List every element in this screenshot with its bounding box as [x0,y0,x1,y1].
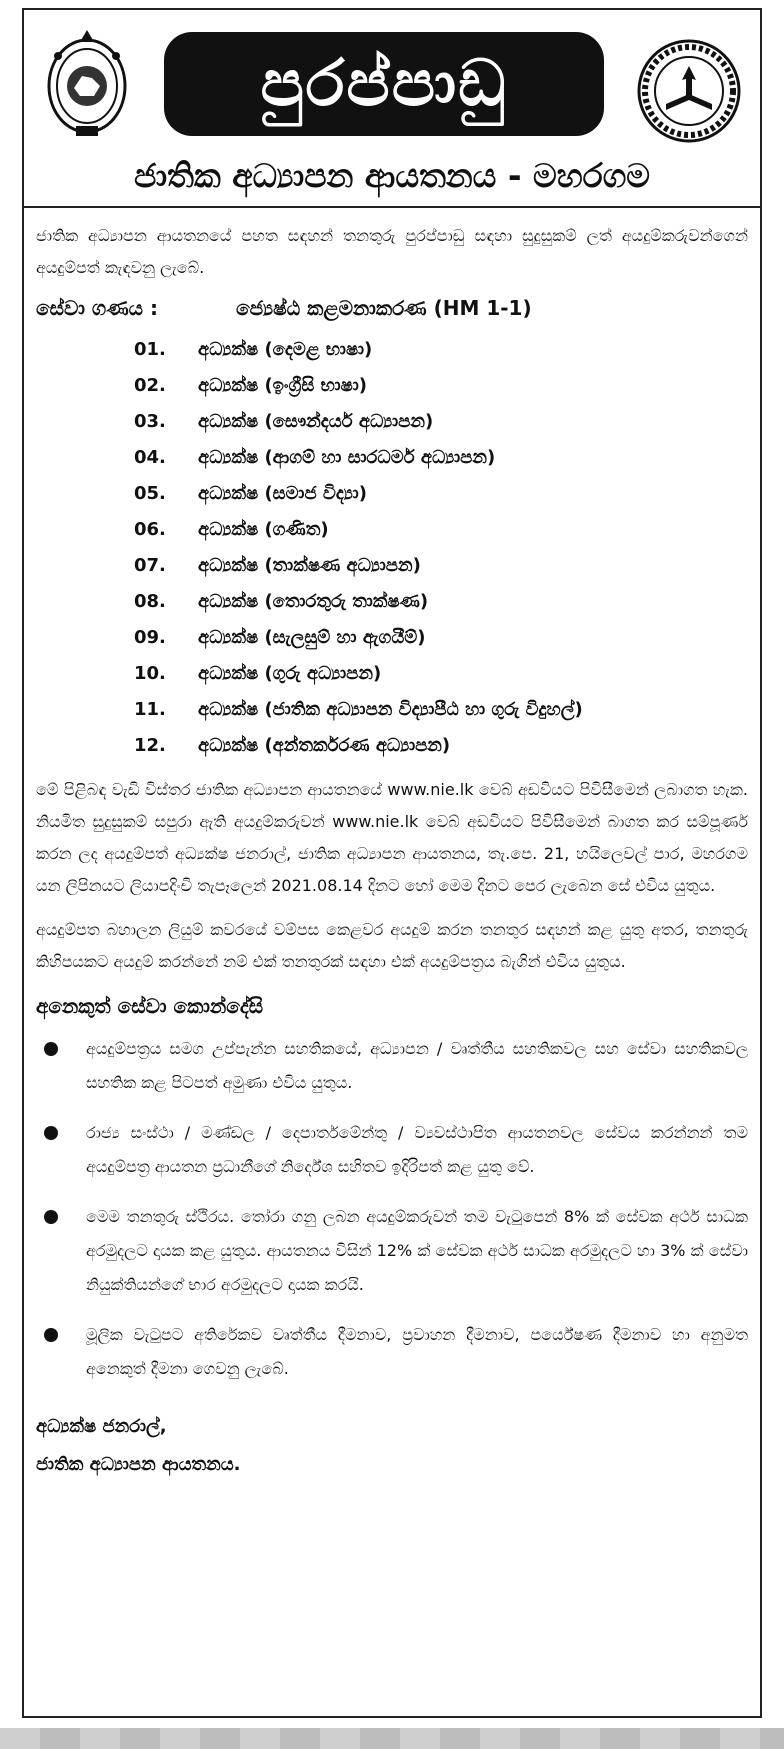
bullet-icon [44,1210,58,1224]
header-divider [24,206,760,208]
bullet-icon [44,1328,58,1342]
condition-text: මූලික වැටුපට අතිරේකව වෘත්තීය දීමනාව, ප්‍රවාහන දීමනාව, පර්යේෂණ දීමනාව හා අනුමත අනෙකුත් දීමනා ගෙවනු ලැබේ. [86,1325,748,1378]
post-title: අධ්‍යක්ෂ (තාක්ෂණ අධ්‍යාපන) [198,555,421,576]
service-value: ජ්‍යෙෂ්ඨ කළමනාකරණ (HM 1-1) [236,296,532,320]
post-title: අධ්‍යක්ෂ (ජාතික අධ්‍යාපන විද්‍යාපීඨ හා ගුරු විදුහල්) [198,699,583,720]
post-number: 08. [134,591,166,612]
post-title: අධ්‍යක්ෂ (තොරතුරු තාක්ෂණ) [198,591,429,612]
service-category [36,296,748,320]
list-item [134,584,748,620]
banner-title: පුරප්පාඩු [260,47,508,121]
list-item [36,1200,748,1302]
bullet-icon [44,1126,58,1140]
list-item [134,620,748,656]
post-title: අධ්‍යක්ෂ (ගණිත) [198,519,329,540]
list-item [134,548,748,584]
post-number: 07. [134,555,166,576]
bottom-band [0,1728,784,1749]
details-paragraph: මේ පිළිබඳ වැඩි විස්තර ජාතික අධ්‍යාපන ආයතනයේ www.nie.lk වෙබ් අඩවියට පිවිසීමෙන් ලබාගත හැක. නියමිත සුදුසුකම් සපුරා ඇති අයදුම්කරුවන් www.nie.lk වෙබ් අඩවියට පිවිසීමෙන් බාගත කර සම්පූර්ණ කරන ලද අයදුම්පත් අධ්‍යක්ෂ ජනරාල්, ජාතික අධ්‍යාපන ආයතනය, තැ.පෙ. 21, හයිලෙවල් පාර, මහරගම යන ලිපිනයට ලියාපදිංචි තැපෑලෙන් 2021.08.14 දිනට හෝ මෙම දිනට පෙර ලැබෙන සේ එවිය යුතුය. [36,780,748,895]
signature-block [36,1408,748,1484]
post-title: අධ්‍යක්ෂ (ඉංග්‍රීසි භාෂා) [198,375,368,396]
post-number: 03. [134,411,166,432]
signature-institute: ජාතික අධ්‍යාපන ආයතනය. [36,1454,241,1475]
post-number: 09. [134,627,166,648]
list-item [134,440,748,476]
post-title: අධ්‍යක්ෂ (අන්තර්කරණ අධ්‍යාපන) [198,735,451,756]
post-number: 04. [134,447,166,468]
post-title: අධ්‍යක්ෂ (සෞන්දර්ය අධ්‍යාපන) [198,411,434,432]
bullet-icon [44,1042,58,1056]
list-item [134,512,748,548]
envelope-paragraph: අයදුම්පත බහාලන ලියුම් කවරයේ වම්පස කෙළවර අයදුම් කරන තනතුර සඳහන් කළ යුතු අතර, තනතුරු කිහිපයකට අයදුම් කරන්නේ නම් එක් තනතුරක් සඳහා එක් අයදුම්පත්‍රය බැගින් එවිය යුතුය. [36,920,748,971]
condition-text: අයදුම්පත්‍රය සමග උප්පැන්න සහතිකයේ, අධ්‍යාපන / වෘත්තීය සහතිකවල සහ සේවා සහතිකවල සහතික කළ පිටපත් අමුණා එවිය යුතුය. [86,1039,748,1092]
list-item [134,404,748,440]
conditions-title: අනෙකුත් සේවා කොන්දේසි [36,994,264,1018]
condition-text: මෙම තනතුරු ස්ථිරය. තෝරා ගනු ලබන අයදුම්කරුවන් තම වැටුපෙන් 8% ක් සේවක අර්ථ සාධක අරමුදලට දායක කළ යුතුය. ආයතනය විසින් 12% ක් සේවක අර්ථ සාධක අරමුදලට හා 3% ක් සේවා නියුක්තියන්ගේ භාර අරමුදලට දායක කරයි. [86,1207,748,1294]
advertisement-frame [22,8,762,1718]
vacancies-banner [164,32,604,136]
nie-logo-icon [636,38,742,144]
post-title: අධ්‍යක්ෂ (ගුරු අධ්‍යාපන) [198,663,382,684]
post-title: අධ්‍යක්ෂ (දෙමළ භාෂා) [198,339,373,360]
list-item [134,728,748,764]
post-title: අධ්‍යක්ෂ (ආගම් හා සාරධර්ම අධ්‍යාපන) [198,447,496,468]
header [24,10,760,195]
state-emblem-icon [44,26,130,140]
list-item [134,332,748,368]
list-item [36,1116,748,1184]
list-item [134,368,748,404]
post-number: 11. [134,699,166,720]
post-number: 01. [134,339,166,360]
list-item [134,476,748,512]
list-item [134,692,748,728]
post-number: 06. [134,519,166,540]
post-number: 10. [134,663,166,684]
conditions-list [36,1032,748,1386]
posts-list [134,332,748,764]
post-title: අධ්‍යක්ෂ (සමාජ විද්‍යා) [198,483,367,504]
signature-title: අධ්‍යක්ෂ ජනරාල්, [36,1416,167,1437]
post-number: 02. [134,375,166,396]
institute-name: ජාතික අධ්‍යාපන ආයතනය - මහරගම [133,156,651,195]
post-number: 05. [134,483,166,504]
list-item [36,1318,748,1386]
list-item [36,1032,748,1100]
service-label: සේවා ගණය : [36,296,159,320]
post-title: අධ්‍යක්ෂ (සැලසුම් හා ඇගයීම්) [198,627,426,648]
list-item [134,656,748,692]
post-number: 12. [134,735,166,756]
intro-paragraph: ජාතික අධ්‍යාපන ආයතනයේ පහත සඳහන් තනතුරු පුරප්පාඩු සඳහා සුදුසුකම් ලත් අයදුම්කරුවන්ගෙන් අයදුම්පත් කැඳවනු ලැබේ. [36,226,748,277]
advertisement-body [36,216,748,1484]
condition-text: රාජ්‍ය සංස්ථා / මණ්ඩල / දෙපාර්තමේන්තු / ව්‍යවස්ථාපිත ආයතනවල සේවය කරන්නන් තම අයදුම්පත්‍ර ආයතන ප්‍රධානීගේ නිර්දේශ සහිතව ඉදිරිපත් කළ යුතු වේ. [86,1123,748,1176]
